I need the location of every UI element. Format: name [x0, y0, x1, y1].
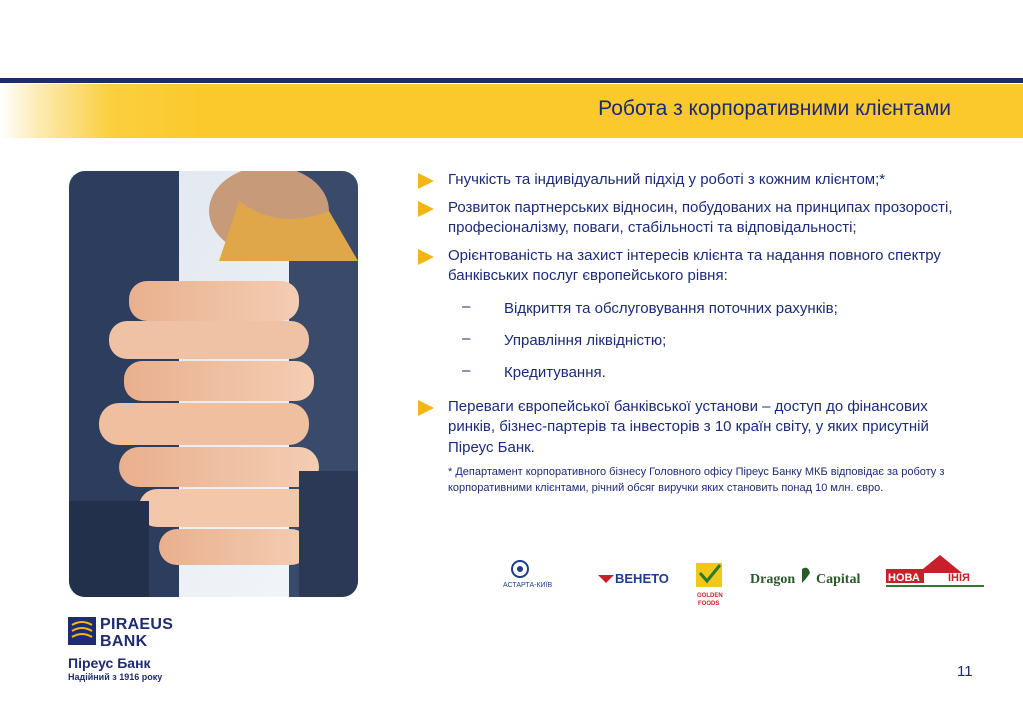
triangle-bullet-icon: [418, 173, 434, 189]
hands-photo-graphic: [69, 171, 358, 597]
brand-line-1: PIRAEUS: [100, 616, 174, 633]
bullet-item: [418, 246, 958, 287]
bullet-text: Орієнтованість на захист інтересів клієнта та надання повного спектру банківських послуг європейського рівня:: [448, 246, 941, 284]
hands-photo: [69, 171, 358, 597]
dragon-label: Dragon: [750, 572, 796, 587]
sub-bullet-text: Відкриття та обслуговування поточних рахунків;: [504, 299, 838, 317]
slide-title: Робота з корпоративними клієнтами: [598, 97, 951, 120]
bullet-text: Розвиток партнерських відносин, побудованих на принципах прозорості, професіоналізму, поваги, стабільності та відповідальності;: [448, 198, 953, 236]
sub-bullet-text: Управління ліквідністю;: [504, 331, 667, 349]
brand-ukr-name: Піреус Банк: [68, 655, 151, 671]
dash-bullet: –: [462, 361, 471, 379]
astarta-label: АСТАРТА-КИЇВ: [503, 582, 553, 589]
veneto-logo: [598, 571, 669, 586]
top-rule: [0, 78, 1023, 83]
sub-bullet-item: [418, 331, 958, 351]
sub-bullet-item: [418, 363, 958, 383]
nova-label: НОВА: [888, 572, 920, 584]
dash-bullet: –: [462, 297, 471, 315]
golden-foods-label-2: FOODS: [698, 601, 720, 607]
bullet-item: [418, 198, 958, 239]
golden-foods-logo: [696, 563, 723, 607]
bullet-item: [418, 397, 958, 459]
brand-name: [100, 616, 173, 650]
content: [418, 170, 958, 496]
triangle-bullet-icon: [418, 400, 434, 416]
piraeus-emblem-icon: [68, 617, 96, 645]
triangle-bullet-icon: [418, 201, 434, 217]
client-logos: [500, 555, 990, 610]
brand-line-2: BANK: [100, 633, 148, 650]
page-number: 11: [957, 663, 973, 680]
triangle-bullet-icon: [418, 249, 434, 265]
brand-tagline: Надійний з 1916 року: [68, 672, 163, 682]
sub-bullet-text: Кредитування.: [504, 363, 606, 381]
capital-label: Capital: [816, 572, 861, 587]
footnote: * Департамент корпоративного бізнесу Головного офісу Піреус Банку МКБ відповідає за роботу з корпоративними клієнтами, річний обсяг виручки яких становить понад 10 млн. євро.: [448, 466, 945, 494]
bullet-item: [418, 170, 958, 191]
dash-bullet: –: [462, 329, 471, 347]
sub-bullet-item: [418, 299, 958, 319]
bullet-text: Гнучкість та індивідуальний підхід у роботі з кожним клієнтом;*: [448, 171, 886, 188]
veneto-label: ВЕНЕТО: [615, 571, 669, 586]
dragon-capital-logo: [750, 568, 860, 587]
astarta-logo: [503, 561, 553, 589]
golden-foods-label-1: GOLDEN: [697, 593, 723, 599]
liniya-label: ІНІЯ: [948, 572, 970, 584]
nova-liniya-logo: [886, 555, 984, 587]
bullet-text: Переваги європейської банківської установи – доступ до фінансових ринків, бізнес-партерів та інвесторів з 10 країн світу, у яких присутній Піреус Банк.: [448, 397, 929, 456]
sub-bullet-list: [418, 299, 958, 383]
